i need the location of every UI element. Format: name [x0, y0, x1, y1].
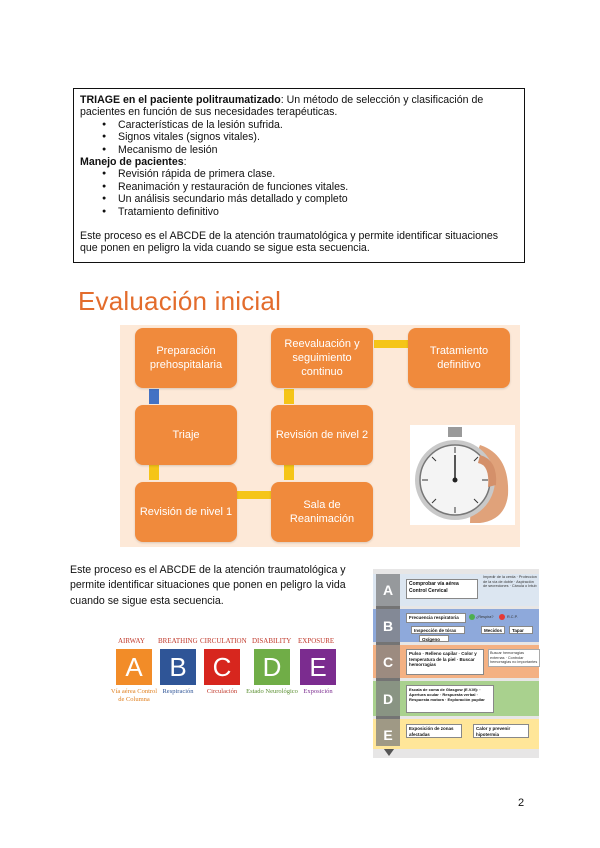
list-item: ● Signos vitales (signos vitales).: [118, 131, 518, 143]
label-via-aerea: Vía aérea Control de Columna: [110, 688, 158, 703]
header-circulation: CIRCULATION: [200, 637, 247, 645]
node-revision-1: Revisión de nivel 1: [135, 482, 237, 542]
triage-title: TRIAGE en el paciente politraumatizado: [80, 94, 281, 106]
stopwatch-image: [410, 425, 515, 525]
connector-reeval-trat: [374, 340, 409, 348]
connector-rev2-reeval: [284, 389, 294, 404]
manejo-colon: :: [183, 156, 187, 169]
header-exposure: EXPOSURE: [298, 637, 335, 645]
chart-letter-b: B: [382, 618, 394, 634]
note-rcp: R.C.P.: [507, 615, 518, 619]
chart-letter-a: A: [382, 582, 394, 598]
letter-d-block: D: [254, 649, 290, 685]
box-inspeccion-torax: Inspección de tórax: [411, 626, 465, 634]
triage-intro: [80, 94, 518, 119]
page-number: 2: [518, 797, 525, 809]
note-c: Buscar hemorragias externas · Controlar hemorragias no importantes: [488, 649, 540, 667]
letter-e-block: E: [300, 649, 336, 685]
section-title: Evaluación inicial: [78, 286, 282, 316]
connector-prep-triaje: [149, 389, 159, 404]
box-frecuencia: Frecuencia respiratoria: [406, 613, 466, 623]
box-mecidos: Mecidos: [481, 626, 505, 634]
abcde-paragraph: Este proceso es el ABCDE de la atención traumatológica y permite identificar situaciones que ponen en peligro la vida cuando se sigue esta secuencia.: [70, 564, 346, 607]
box-tapar: Tapar: [509, 626, 533, 634]
list-item: ● Reanimación y restauración de funciones vitales.: [118, 181, 518, 193]
ok-indicator-icon: [469, 614, 475, 620]
chart-letter-e: E: [383, 727, 393, 743]
list-item: ● Tratamiento definitivo: [118, 206, 518, 218]
triage-definition: : Un método de selección y clasificación de pacientes en función de sus necesidades terapéuticas.: [80, 94, 484, 119]
note-a: Impedir de la cerda · Proteccion de la vía de doble · Aspiración de secreciones · Cánula o Intub: [483, 575, 537, 589]
header-breathing: BREATHING: [158, 637, 198, 645]
header-airway: AIRWAY: [118, 637, 145, 645]
manejo-title: Manejo de pacientes: [80, 156, 184, 169]
header-disability: DISABILITY: [252, 637, 292, 645]
list-item: ● Revisión rápida de primera clase.: [118, 168, 518, 180]
node-reevaluacion: Reevaluación y seguimiento continuo: [271, 328, 373, 388]
chart-letter-c: C: [382, 654, 394, 670]
label-respiracion: Respiración: [162, 688, 194, 695]
manejo-list: [80, 168, 518, 218]
box-glasgow: Escala de coma de Glasgow (E.V.M): · Apertura ocular · Respuesta verbal · Respuesta motora · Exploración pupilar: [406, 685, 494, 713]
label-exposicion: Exposición: [303, 688, 333, 695]
list-item: ● Características de la lesión sufrida.: [118, 119, 518, 131]
box-calor-hipotermia: Calor y prevenir hipotermia: [473, 724, 529, 738]
triage-box: [73, 88, 525, 263]
box-oxigeno: Oxígeno: [419, 635, 449, 642]
box-comprobar-via-aerea: Comprobar vía aérea Control Cervical: [406, 579, 478, 599]
node-sala: Sala de Reanimación: [271, 482, 373, 542]
note-respira: ¿Respira?: [476, 615, 494, 619]
list-item: ● Un análisis secundario más detallado y completo: [118, 193, 518, 205]
node-preparacion: Preparación prehospitalaria: [135, 328, 237, 388]
label-estado-neurologico: Estado Neurológico: [246, 688, 298, 695]
triage-closing: Este proceso es el ABCDE de la atención traumatológica y permite identificar situaciones que ponen en peligro la vida cuando se sigue esta secuencia.: [80, 230, 499, 255]
triage-criteria-list: [80, 119, 518, 156]
letter-c-block: C: [204, 649, 240, 685]
box-circulacion: Pulso · Relleno capilar · Color y temperatura de la piel · Buscar hemorragias: [406, 649, 484, 675]
list-item: ● Mecanismo de lesión: [118, 144, 518, 156]
letter-b-block: B: [160, 649, 196, 685]
label-circulacion: Circulación: [206, 688, 238, 695]
box-exposicion-zonas: Exposición de zonas afectadas: [406, 724, 462, 738]
stop-indicator-icon: [499, 614, 505, 620]
node-triaje: Triaje: [135, 405, 237, 465]
abcde-protocol-image: [373, 569, 539, 758]
node-revision-2: Revisión de nivel 2: [271, 405, 373, 465]
letter-a-block: A: [116, 649, 152, 685]
chart-letter-d: D: [382, 691, 394, 707]
evaluation-flow-diagram: [120, 325, 520, 547]
node-tratamiento: Tratamiento definitivo: [408, 328, 510, 388]
connector-rev1-sala: [236, 491, 271, 499]
